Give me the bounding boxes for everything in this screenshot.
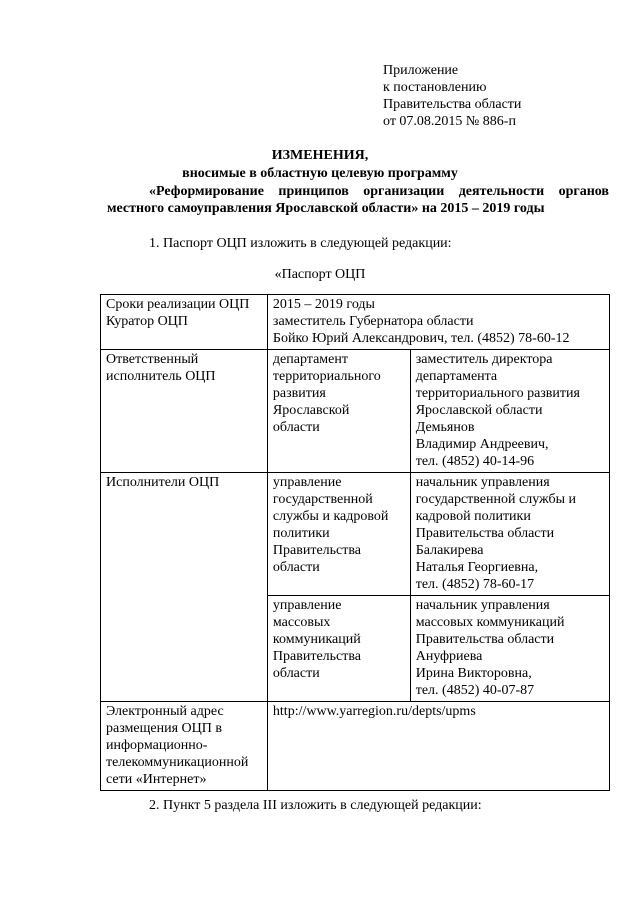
cell-line: департамент	[272, 352, 348, 367]
table-row	[101, 350, 610, 473]
paragraph-1: 1. Паспорт ОЦП изложить в следующей редакции:	[149, 236, 452, 251]
program-name-line-1: «Реформирование принципов организации деятельности органов	[149, 184, 609, 199]
label-cell	[101, 473, 268, 702]
website-link[interactable]: http://www.yarregion.ru/depts/upms	[272, 704, 476, 719]
cell-line: тел. (4852) 78-60-17	[415, 577, 535, 592]
cell-line: государственной службы и	[415, 492, 577, 507]
cell-line: Правительства	[272, 543, 362, 558]
cell-line: начальник управления	[415, 598, 550, 613]
cell-line: управление	[272, 475, 342, 490]
cell-line: телекоммуникационной	[106, 755, 249, 770]
document-subtitle: вносимые в областную целевую программу	[182, 166, 458, 181]
cell-line: Правительства области	[415, 632, 555, 647]
cell-line: коммуникаций	[272, 632, 361, 647]
cell-line: Куратор ОЦП	[106, 314, 188, 329]
value-cell	[267, 295, 609, 350]
appendix-line: Правительства области	[383, 97, 522, 112]
cell-line: территориального	[272, 369, 381, 384]
label-cell	[101, 350, 268, 473]
cell-line: области	[272, 420, 320, 435]
cell-line: Правительства	[272, 649, 362, 664]
cell-line: Владимир Андреевич,	[415, 437, 549, 452]
appendix-line: от 07.08.2015 № 886-п	[383, 114, 516, 129]
cell-line: области	[272, 666, 320, 681]
cell-line: развития	[272, 386, 326, 401]
org-cell	[267, 473, 410, 596]
cell-line: Ярославской области	[415, 403, 543, 418]
org-cell	[267, 350, 410, 473]
value-cell	[267, 702, 609, 791]
cell-line: службы и кадровой	[272, 509, 389, 524]
cell-line: Правительства области	[415, 526, 555, 541]
cell-line: Демьянов	[415, 420, 475, 435]
cell-line: Ответственный	[106, 352, 199, 367]
table-row	[101, 702, 610, 791]
cell-line: размещения ОЦП в	[106, 721, 222, 736]
appendix-line: Приложение	[383, 63, 459, 78]
cell-line: Бойко Юрий Александрович, тел. (4852) 78-60-12	[272, 331, 570, 346]
cell-line: управление	[272, 598, 342, 613]
cell-line: территориального развития	[415, 386, 580, 401]
cell-line: 2015 – 2019 годы	[272, 297, 375, 312]
cell-line: массовых коммуникаций	[415, 615, 565, 630]
label-cell	[101, 295, 268, 350]
passport-heading: «Паспорт ОЦП	[274, 267, 366, 282]
contact-cell	[410, 473, 609, 596]
appendix-block	[383, 62, 521, 130]
document-title: ИЗМЕНЕНИЯ,	[271, 148, 369, 163]
org-cell	[267, 596, 410, 702]
passport-table	[100, 294, 610, 791]
table-row	[101, 473, 610, 596]
cell-line: Ануфриева	[415, 649, 483, 664]
cell-line: Ирина Викторовна,	[415, 666, 532, 681]
paragraph-2: 2. Пункт 5 раздела III изложить в следующей редакции:	[149, 798, 482, 813]
cell-line: государственной	[272, 492, 373, 507]
cell-line: области	[272, 560, 320, 575]
cell-line: Исполнители ОЦП	[106, 475, 220, 490]
cell-line: заместитель директора	[415, 352, 553, 367]
cell-line: массовых	[272, 615, 331, 630]
cell-line: информационно-	[106, 738, 208, 753]
cell-line: Ярославской	[272, 403, 350, 418]
cell-line: исполнитель ОЦП	[106, 369, 216, 384]
cell-line: Балакирева	[415, 543, 484, 558]
cell-line: сети «Интернет»	[106, 772, 207, 787]
contact-cell	[410, 350, 609, 473]
cell-line: Наталья Георгиевна,	[415, 560, 539, 575]
contact-cell	[410, 596, 609, 702]
table-row	[101, 295, 610, 350]
program-name-line-2: местного самоуправления Ярославской области» на 2015 – 2019 годы	[107, 201, 545, 216]
label-cell	[101, 702, 268, 791]
cell-line: Сроки реализации ОЦП	[106, 297, 250, 312]
cell-line: тел. (4852) 40-14-96	[415, 454, 535, 469]
cell-line: заместитель Губернатора области	[272, 314, 474, 329]
cell-line: департамента	[415, 369, 498, 384]
appendix-line: к постановлению	[383, 80, 487, 95]
cell-line: кадровой политики	[415, 509, 531, 524]
cell-line: начальник управления	[415, 475, 550, 490]
cell-line: Электронный адрес	[106, 704, 224, 719]
cell-line: политики	[272, 526, 330, 541]
cell-line: тел. (4852) 40-07-87	[415, 683, 535, 698]
